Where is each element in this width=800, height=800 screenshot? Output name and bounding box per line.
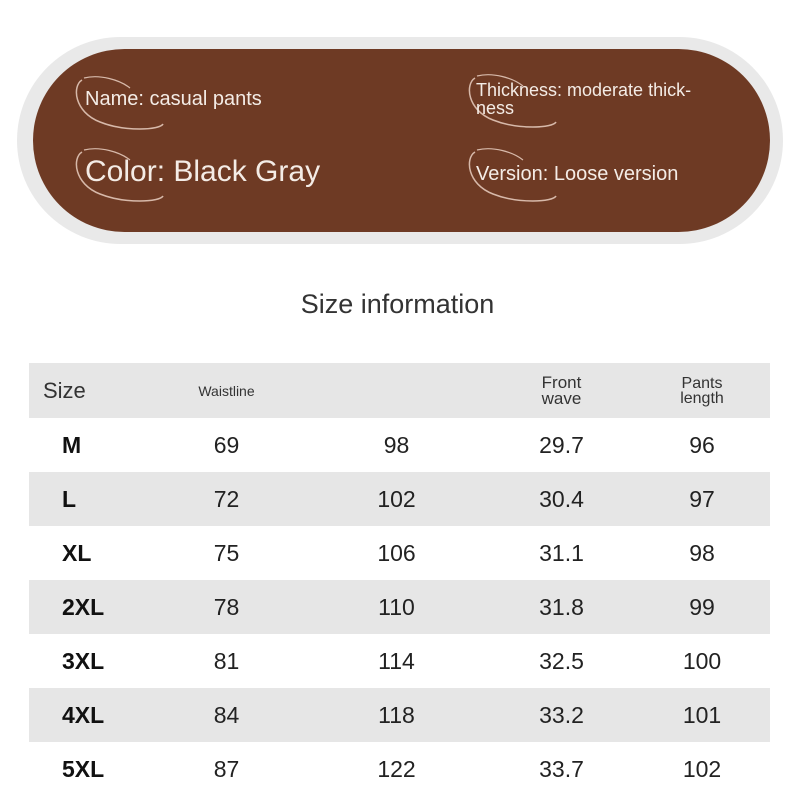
size-cell: 4XL: [62, 701, 105, 728]
front-wave-cell: 29.7: [539, 431, 584, 458]
size-cell: M: [62, 431, 82, 458]
header-pants-length-line2: length: [680, 389, 724, 407]
size-cell: L: [62, 485, 77, 512]
table-row: [29, 526, 770, 580]
size-cell: 2XL: [62, 593, 105, 620]
table-header-row: [29, 363, 770, 418]
hip-cell: 110: [378, 593, 415, 620]
pants-length-cell: 101: [682, 701, 722, 728]
header-waistline: Waistline: [198, 382, 255, 399]
header-front-wave-line1: Front: [541, 372, 582, 392]
product-version: Version: Loose version: [476, 163, 679, 185]
product-thickness: [476, 81, 726, 117]
front-wave-cell: 31.1: [539, 539, 584, 566]
header-pants-length: [634, 363, 770, 418]
waistline-cell: 72: [213, 485, 240, 512]
waistline-cell: 81: [213, 647, 240, 674]
table-row: [29, 418, 770, 472]
hip-cell: 118: [378, 701, 415, 728]
waistline-cell: 84: [213, 701, 240, 728]
hip-cell: 102: [377, 485, 416, 512]
size-cell: 3XL: [62, 647, 105, 674]
pants-length-cell: 97: [689, 485, 715, 512]
front-wave-cell: 33.7: [539, 755, 584, 782]
header-hip: [304, 363, 489, 418]
header-front-wave: [489, 363, 634, 418]
pants-length-cell: 98: [689, 539, 715, 566]
waistline-cell: 78: [213, 593, 240, 620]
hip-cell: 122: [377, 755, 416, 782]
table-row: [29, 472, 770, 526]
pants-length-cell: 100: [682, 647, 722, 674]
hip-cell: 106: [377, 539, 416, 566]
pants-length-cell: 102: [682, 755, 722, 782]
size-table: [29, 363, 770, 796]
pants-length-cell: 99: [689, 593, 715, 620]
product-color: Color: Black Gray: [85, 155, 321, 188]
thickness-line-1: Thickness: moderate thick-: [476, 80, 692, 100]
header-pants-length-line1: Pants: [681, 374, 723, 392]
product-name: Name: casual pants: [85, 88, 262, 110]
header-front-wave-line2: wave: [541, 388, 582, 408]
front-wave-cell: 33.2: [539, 701, 584, 728]
waistline-cell: 75: [213, 539, 240, 566]
table-row: [29, 634, 770, 688]
thickness-line-2: ness: [476, 98, 515, 118]
front-wave-cell: 30.4: [539, 485, 584, 512]
pants-length-cell: 96: [689, 431, 715, 458]
size-cell: 5XL: [62, 755, 105, 782]
size-cell: XL: [62, 539, 92, 566]
header-size: Size: [43, 377, 86, 403]
front-wave-cell: 31.8: [539, 593, 584, 620]
table-row: [29, 580, 770, 634]
hip-cell: 98: [383, 431, 410, 458]
table-row: [29, 688, 770, 742]
waistline-cell: 69: [213, 431, 240, 458]
hip-cell: 114: [378, 647, 415, 674]
section-title: Size information: [300, 289, 495, 319]
waistline-cell: 87: [213, 755, 240, 782]
front-wave-cell: 32.5: [539, 647, 584, 674]
table-row: [29, 742, 770, 796]
